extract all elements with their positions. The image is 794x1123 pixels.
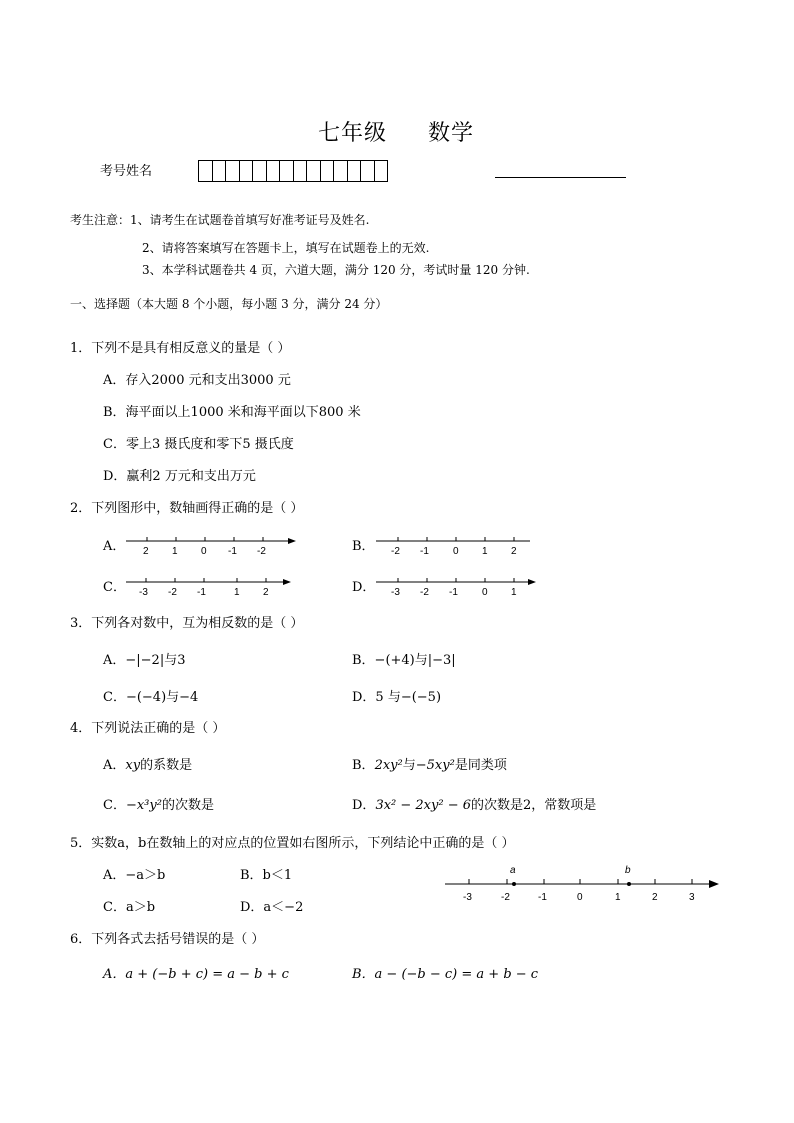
q2-a-tick-1: 2 bbox=[143, 546, 149, 557]
exam-number-boxes[interactable] bbox=[198, 160, 388, 182]
q4-d-expr: 3x² − 2xy² − 6 bbox=[375, 798, 471, 813]
q2-axis-d bbox=[370, 574, 545, 602]
q3-option-d[interactable]: D．5 与−(−5) bbox=[352, 690, 442, 705]
point-b-label: b bbox=[625, 865, 631, 876]
q2-d-tick-4: 0 bbox=[482, 587, 488, 598]
q2-c-tick-4: 1 bbox=[234, 587, 240, 598]
notes-label: 考生注意： bbox=[70, 213, 131, 227]
q4-stem: 4．下列说法正确的是（ ） bbox=[70, 721, 226, 736]
q2-b-tick-4: 1 bbox=[482, 546, 488, 557]
q4-a-expr: xy bbox=[125, 758, 141, 773]
q2-d-tick-3: -1 bbox=[449, 587, 458, 598]
q2-b-tick-2: -1 bbox=[420, 546, 429, 557]
q2-d-tick-1: -3 bbox=[391, 587, 400, 598]
q2-option-c-label[interactable]: C． bbox=[103, 580, 126, 595]
q5-option-a[interactable]: A．−a＞b bbox=[103, 868, 166, 883]
q2-b-tick-3: 0 bbox=[453, 546, 459, 557]
q5-tick-2: -2 bbox=[501, 892, 510, 903]
q2-d-tick-5: 1 bbox=[511, 587, 517, 598]
q2-option-b-label[interactable]: B． bbox=[352, 539, 375, 554]
q5-tick-7: 3 bbox=[689, 892, 695, 903]
q4-b-prefix: B． bbox=[352, 758, 375, 773]
q1-stem: 1．下列不是具有相反意义的量是（ ） bbox=[70, 341, 291, 356]
name-underline[interactable] bbox=[495, 177, 626, 178]
q5-option-b[interactable]: B．b＜1 bbox=[240, 868, 293, 883]
q5-option-c[interactable]: C．a＞b bbox=[103, 900, 156, 915]
point-a-label: a bbox=[510, 865, 516, 876]
page-title-grade: 七年级 bbox=[318, 121, 388, 146]
point-a-dot bbox=[512, 882, 516, 886]
q1-option-d[interactable]: D．赢利2 万元和支出万元 bbox=[103, 469, 256, 484]
q4-option-b[interactable] bbox=[352, 758, 507, 774]
q6-option-b[interactable]: B．a − (−b − c) = a + b − c bbox=[352, 967, 539, 982]
q3-option-a[interactable]: A．−|−2|与3 bbox=[103, 653, 186, 668]
q4-b-expr2: −5xy² bbox=[415, 758, 455, 773]
q5-tick-4: 0 bbox=[577, 892, 583, 903]
name-label: 考号姓名 bbox=[100, 164, 153, 179]
q4-a-prefix: A． bbox=[103, 758, 126, 773]
q3-stem: 3．下列各对数中，互为相反数的是（ ） bbox=[70, 616, 304, 631]
point-b-dot bbox=[627, 882, 631, 886]
q1-option-b[interactable]: B．海平面以上1000 米和海平面以下800 米 bbox=[103, 405, 361, 420]
q2-stem: 2．下列图形中，数轴画得正确的是（ ） bbox=[70, 501, 304, 516]
q2-a-tick-4: -1 bbox=[228, 546, 237, 557]
q5-tick-1: -3 bbox=[463, 892, 472, 903]
q4-c-prefix: C． bbox=[103, 798, 126, 813]
q4-c-suffix: 的次数是 bbox=[161, 798, 214, 813]
q2-option-d-label[interactable]: D． bbox=[352, 580, 376, 595]
q4-c-expr: −x³y² bbox=[125, 798, 162, 813]
q2-c-tick-3: -1 bbox=[197, 587, 206, 598]
q2-c-tick-2: -2 bbox=[168, 587, 177, 598]
q2-d-tick-2: -2 bbox=[420, 587, 429, 598]
note-1: 1、请考生在试题卷首填写好准考证号及姓名. bbox=[130, 213, 370, 227]
q2-b-tick-1: -2 bbox=[391, 546, 400, 557]
section-heading: 一、选择题（本大题 8 个小题，每小题 3 分，满分 24 分） bbox=[70, 297, 388, 311]
q5-tick-5: 1 bbox=[615, 892, 621, 903]
q2-b-tick-5: 2 bbox=[511, 546, 517, 557]
q4-a-suffix: 的系数是 bbox=[140, 758, 193, 773]
q2-a-tick-3: 0 bbox=[201, 546, 207, 557]
q4-d-prefix: D． bbox=[352, 798, 376, 813]
q2-option-a-label[interactable]: A． bbox=[103, 539, 126, 554]
q2-c-tick-1: -3 bbox=[139, 587, 148, 598]
q6-stem: 6．下列各式去括号错误的是（ ） bbox=[70, 932, 265, 947]
q5-tick-3: -1 bbox=[538, 892, 547, 903]
q2-axis-c bbox=[120, 574, 300, 602]
q4-d-suffix: 的次数是2，常数项是 bbox=[471, 798, 597, 813]
q2-axis-a bbox=[120, 533, 300, 561]
page-title-subject: 数学 bbox=[428, 121, 475, 146]
note-3: 3、本学科试题卷共 4 页，六道大题，满分 120 分，考试时量 120 分钟. bbox=[142, 263, 530, 277]
q5-number-line bbox=[440, 858, 725, 906]
q3-option-c[interactable]: C．−(−4)与−4 bbox=[103, 690, 199, 705]
q2-a-tick-2: 1 bbox=[172, 546, 178, 557]
q4-b-suffix: 是同类项 bbox=[454, 758, 507, 773]
note-2: 2、请将答案填写在答题卡上，填写在试题卷上的无效. bbox=[142, 241, 430, 255]
q4-option-d[interactable] bbox=[352, 798, 596, 814]
q4-option-a[interactable] bbox=[103, 758, 192, 774]
q5-option-d[interactable]: D．a＜−2 bbox=[240, 900, 304, 915]
q1-option-c[interactable]: C．零上3 摄氏度和零下5 摄氏度 bbox=[103, 437, 294, 452]
q2-axis-b bbox=[370, 533, 540, 561]
q5-tick-6: 2 bbox=[652, 892, 658, 903]
q2-c-tick-5: 2 bbox=[263, 587, 269, 598]
q3-option-b[interactable]: B．−(+4)与|−3| bbox=[352, 653, 456, 668]
q1-option-a[interactable]: A．存入2000 元和支出3000 元 bbox=[103, 373, 291, 388]
q6-option-a[interactable]: A．a + (−b + c) = a − b + c bbox=[103, 967, 289, 982]
q4-b-mid: 与 bbox=[402, 758, 416, 773]
q4-b-expr1: 2xy² bbox=[374, 758, 403, 773]
q5-stem: 5．实数a，b在数轴上的对应点的位置如右图所示，下列结论中正确的是（ ） bbox=[70, 836, 515, 851]
q4-option-c[interactable] bbox=[103, 798, 214, 814]
q2-a-tick-5: -2 bbox=[257, 546, 266, 557]
